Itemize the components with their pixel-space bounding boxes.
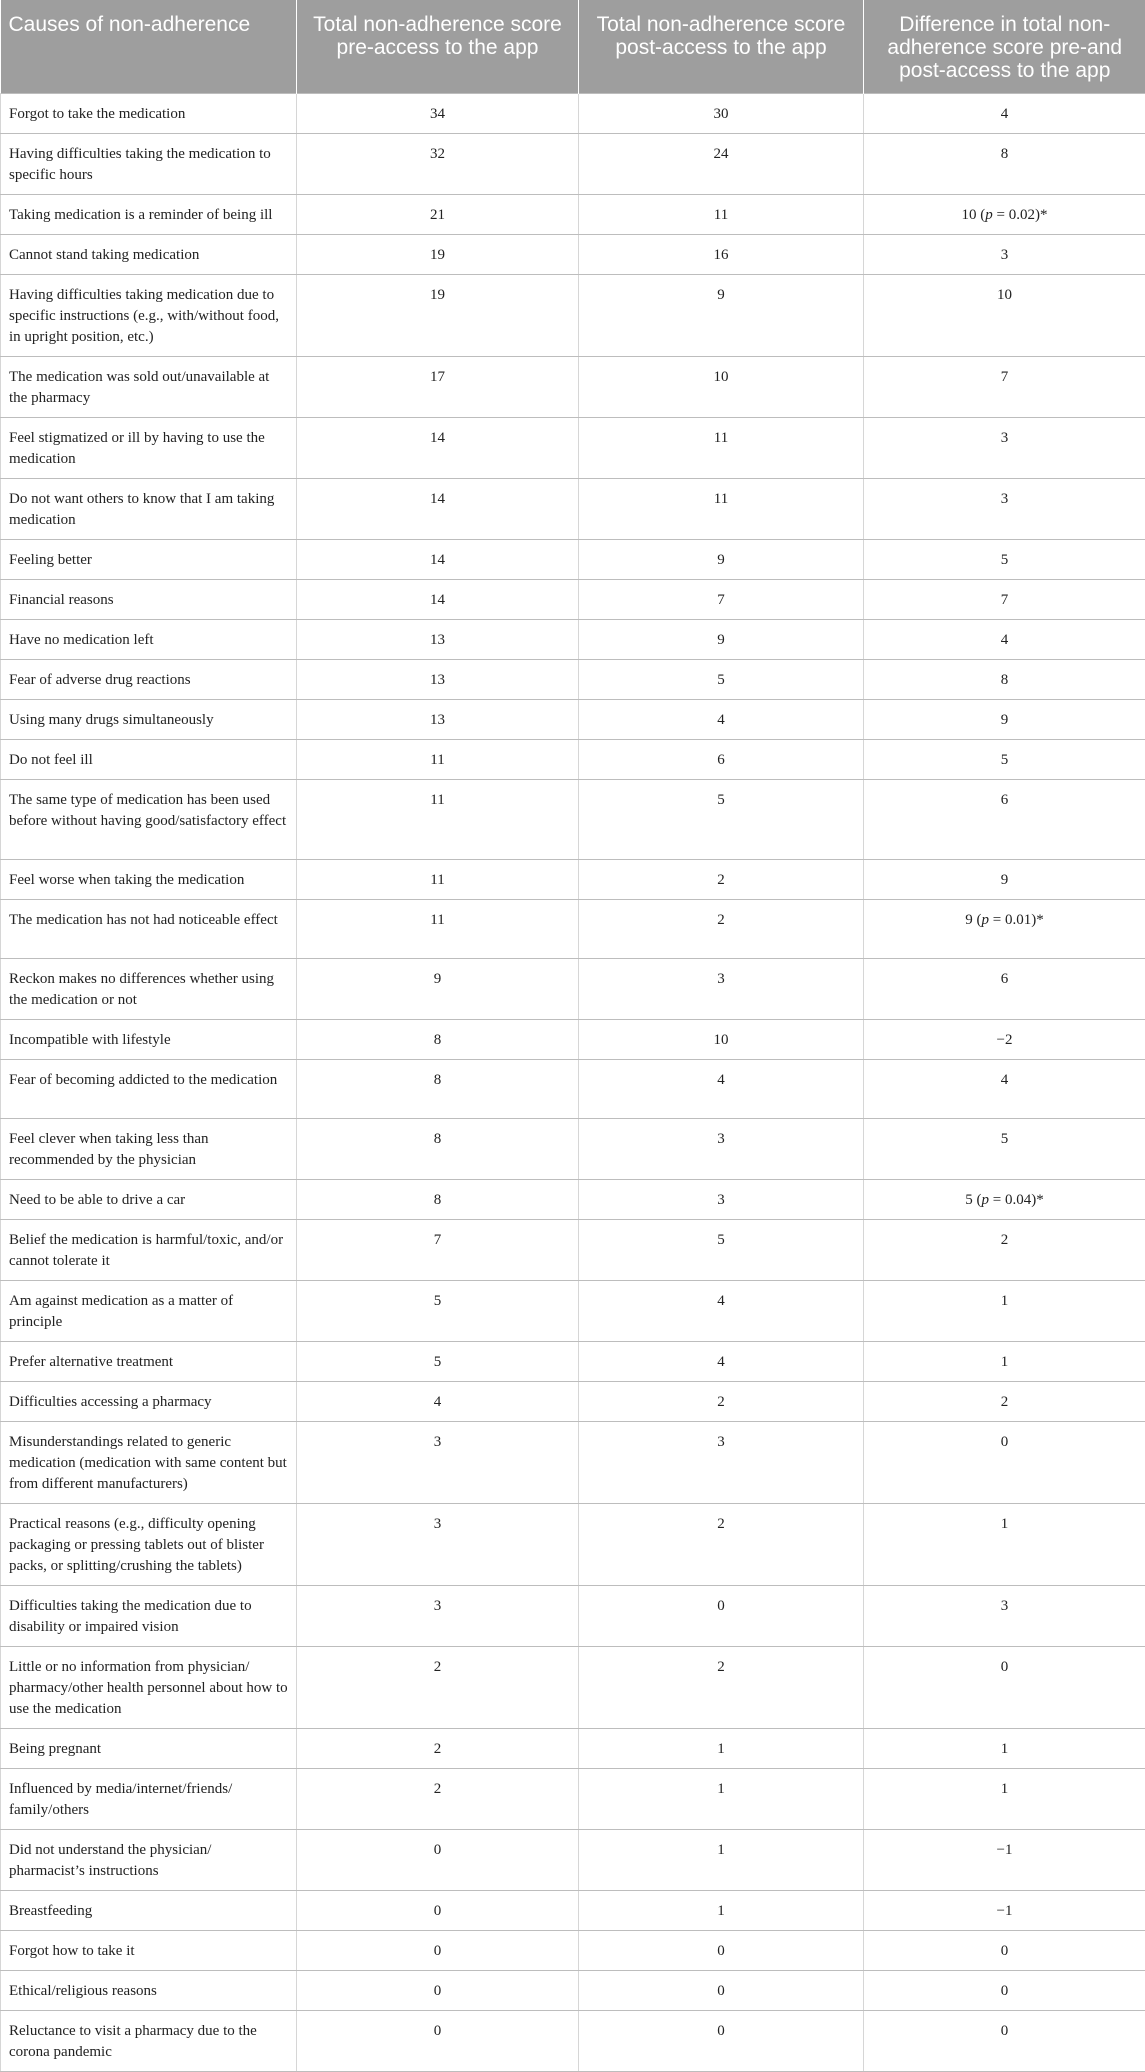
- post-score-cell: 0: [579, 1930, 864, 1970]
- pre-score-cell: 9: [297, 958, 579, 1019]
- post-score-cell: 2: [579, 1646, 864, 1728]
- cause-cell: Belief the medication is harmful/toxic, and/or cannot tolerate it: [1, 1219, 297, 1280]
- table-row: [1, 1381, 1145, 1421]
- pre-score-cell: 3: [297, 1585, 579, 1646]
- p-open-paren: (: [977, 207, 986, 223]
- pre-score-cell: 0: [297, 2010, 579, 2071]
- table-row: [1, 234, 1145, 274]
- difference-cell: 6: [864, 958, 1145, 1019]
- difference-cell: 2: [864, 1381, 1145, 1421]
- difference-cell: −1: [864, 1890, 1145, 1930]
- post-score-cell: 2: [579, 899, 864, 958]
- difference-value: 5: [965, 1192, 973, 1208]
- table-row: [1, 194, 1145, 234]
- pre-score-cell: 14: [297, 417, 579, 478]
- difference-cell: 8: [864, 133, 1145, 194]
- post-score-cell: 30: [579, 93, 864, 133]
- pre-score-cell: 8: [297, 1019, 579, 1059]
- pre-score-cell: 14: [297, 579, 579, 619]
- difference-cell: 5: [864, 739, 1145, 779]
- table-row: [1, 274, 1145, 356]
- cause-cell: Forgot how to take it: [1, 1930, 297, 1970]
- difference-cell: [864, 1179, 1145, 1219]
- post-score-cell: 2: [579, 859, 864, 899]
- table-row: [1, 899, 1145, 958]
- post-score-cell: 4: [579, 699, 864, 739]
- cause-cell: The medication was sold out/unavailable at the pharmacy: [1, 356, 297, 417]
- difference-value: 10: [962, 207, 977, 223]
- cause-cell: Influenced by media/internet/friends/ family/others: [1, 1768, 297, 1829]
- difference-cell: 3: [864, 1585, 1145, 1646]
- difference-cell: 1: [864, 1768, 1145, 1829]
- difference-cell: 1: [864, 1503, 1145, 1585]
- table-row: [1, 1829, 1145, 1890]
- table-row: [1, 1341, 1145, 1381]
- cause-cell: Being pregnant: [1, 1728, 297, 1768]
- table-row: [1, 1728, 1145, 1768]
- cause-cell: Reluctance to visit a pharmacy due to the corona pandemic: [1, 2010, 297, 2071]
- cause-cell: Feel clever when taking less than recommended by the physician: [1, 1118, 297, 1179]
- table-row: [1, 1219, 1145, 1280]
- difference-cell: 0: [864, 1930, 1145, 1970]
- table-row: [1, 1890, 1145, 1930]
- difference-cell: 3: [864, 234, 1145, 274]
- cause-cell: Practical reasons (e.g., difficulty opening packaging or pressing tablets out of blister packs, or splitting/crushing the tablets): [1, 1503, 297, 1585]
- cause-cell: Did not understand the physician/ pharmacist’s instructions: [1, 1829, 297, 1890]
- table-row: [1, 133, 1145, 194]
- header-causes: Causes of non-adherence: [1, 0, 297, 93]
- post-score-cell: 5: [579, 659, 864, 699]
- difference-cell: 5: [864, 1118, 1145, 1179]
- cause-cell: Difficulties accessing a pharmacy: [1, 1381, 297, 1421]
- cause-cell: Breastfeeding: [1, 1890, 297, 1930]
- cause-cell: Having difficulties taking medication due to specific instructions (e.g., with/without food, in upright position, etc.): [1, 274, 297, 356]
- difference-value: 9: [965, 912, 973, 928]
- post-score-cell: 3: [579, 958, 864, 1019]
- cause-cell: Feeling better: [1, 539, 297, 579]
- table-row: [1, 1059, 1145, 1118]
- pre-score-cell: 34: [297, 93, 579, 133]
- table-row: [1, 1768, 1145, 1829]
- post-score-cell: 2: [579, 1381, 864, 1421]
- p-value: = 0.04)*: [989, 1192, 1044, 1208]
- p-value: = 0.02)*: [993, 207, 1048, 223]
- table-row: [1, 699, 1145, 739]
- pre-score-cell: 0: [297, 1890, 579, 1930]
- difference-cell: 6: [864, 779, 1145, 859]
- p-symbol: p: [985, 207, 993, 223]
- table-row: [1, 859, 1145, 899]
- pre-score-cell: 2: [297, 1646, 579, 1728]
- pre-score-cell: 0: [297, 1930, 579, 1970]
- cause-cell: Prefer alternative treatment: [1, 1341, 297, 1381]
- post-score-cell: 1: [579, 1890, 864, 1930]
- pre-score-cell: 11: [297, 859, 579, 899]
- cause-cell: Need to be able to drive a car: [1, 1179, 297, 1219]
- table-row: [1, 739, 1145, 779]
- difference-cell: 1: [864, 1728, 1145, 1768]
- cause-cell: Little or no information from physician/ pharmacy/other health personnel about how to use the medication: [1, 1646, 297, 1728]
- pre-score-cell: 32: [297, 133, 579, 194]
- difference-cell: 4: [864, 619, 1145, 659]
- cause-cell: Have no medication left: [1, 619, 297, 659]
- table-row: [1, 659, 1145, 699]
- cause-cell: The medication has not had noticeable effect: [1, 899, 297, 958]
- pre-score-cell: 0: [297, 1970, 579, 2010]
- pre-score-cell: 11: [297, 779, 579, 859]
- post-score-cell: 11: [579, 417, 864, 478]
- table-row: [1, 356, 1145, 417]
- table-row: [1, 619, 1145, 659]
- cause-cell: The same type of medication has been used before without having good/satisfactory effect: [1, 779, 297, 859]
- difference-cell: 0: [864, 1970, 1145, 2010]
- cause-cell: Fear of adverse drug reactions: [1, 659, 297, 699]
- post-score-cell: 4: [579, 1280, 864, 1341]
- pre-score-cell: 3: [297, 1421, 579, 1503]
- difference-cell: 9: [864, 859, 1145, 899]
- table-row: [1, 1503, 1145, 1585]
- cause-cell: Taking medication is a reminder of being ill: [1, 194, 297, 234]
- difference-cell: 5: [864, 539, 1145, 579]
- table-row: [1, 1118, 1145, 1179]
- pre-score-cell: 2: [297, 1768, 579, 1829]
- cause-cell: Financial reasons: [1, 579, 297, 619]
- p-open-paren: (: [973, 1192, 982, 1208]
- difference-cell: 4: [864, 93, 1145, 133]
- difference-cell: 1: [864, 1341, 1145, 1381]
- header-post-access: Total non-adherence score post-access to the app: [579, 0, 864, 93]
- table-row: [1, 417, 1145, 478]
- post-score-cell: 11: [579, 194, 864, 234]
- table-row: [1, 779, 1145, 859]
- post-score-cell: 3: [579, 1118, 864, 1179]
- pre-score-cell: 11: [297, 899, 579, 958]
- cause-cell: Difficulties taking the medication due to disability or impaired vision: [1, 1585, 297, 1646]
- table-row: [1, 1646, 1145, 1728]
- difference-cell: 9: [864, 699, 1145, 739]
- pre-score-cell: 3: [297, 1503, 579, 1585]
- table-row: [1, 1930, 1145, 1970]
- pre-score-cell: 5: [297, 1280, 579, 1341]
- pre-score-cell: 14: [297, 539, 579, 579]
- table-row: [1, 1421, 1145, 1503]
- table-row: [1, 579, 1145, 619]
- post-score-cell: 1: [579, 1728, 864, 1768]
- pre-score-cell: 8: [297, 1059, 579, 1118]
- difference-cell: 3: [864, 417, 1145, 478]
- cause-cell: Fear of becoming addicted to the medication: [1, 1059, 297, 1118]
- table-row: [1, 1970, 1145, 2010]
- table-row: [1, 2010, 1145, 2071]
- post-score-cell: 5: [579, 1219, 864, 1280]
- header-row: [1, 0, 1145, 93]
- table-row: [1, 1280, 1145, 1341]
- cause-cell: Using many drugs simultaneously: [1, 699, 297, 739]
- post-score-cell: 1: [579, 1829, 864, 1890]
- difference-cell: 7: [864, 579, 1145, 619]
- cause-cell: Feel worse when taking the medication: [1, 859, 297, 899]
- difference-cell: 8: [864, 659, 1145, 699]
- post-score-cell: 5: [579, 779, 864, 859]
- p-value: = 0.01)*: [989, 912, 1044, 928]
- pre-score-cell: 11: [297, 739, 579, 779]
- cause-cell: Do not want others to know that I am taking medication: [1, 478, 297, 539]
- post-score-cell: 4: [579, 1341, 864, 1381]
- cause-cell: Cannot stand taking medication: [1, 234, 297, 274]
- cause-cell: Misunderstandings related to generic medication (medication with same content but from different manufacturers): [1, 1421, 297, 1503]
- pre-score-cell: 19: [297, 274, 579, 356]
- post-score-cell: 16: [579, 234, 864, 274]
- cause-cell: Forgot to take the medication: [1, 93, 297, 133]
- cause-cell: Having difficulties taking the medication to specific hours: [1, 133, 297, 194]
- pre-score-cell: 19: [297, 234, 579, 274]
- difference-cell: −2: [864, 1019, 1145, 1059]
- header-pre-access: Total non-adherence score pre-access to the app: [297, 0, 579, 93]
- post-score-cell: 10: [579, 356, 864, 417]
- post-score-cell: 11: [579, 478, 864, 539]
- post-score-cell: 3: [579, 1179, 864, 1219]
- difference-cell: [864, 899, 1145, 958]
- post-score-cell: 3: [579, 1421, 864, 1503]
- difference-cell: 4: [864, 1059, 1145, 1118]
- table-row: [1, 1585, 1145, 1646]
- cause-cell: Do not feel ill: [1, 739, 297, 779]
- p-open-paren: (: [973, 912, 982, 928]
- post-score-cell: 9: [579, 539, 864, 579]
- pre-score-cell: 8: [297, 1118, 579, 1179]
- pre-score-cell: 4: [297, 1381, 579, 1421]
- pre-score-cell: 8: [297, 1179, 579, 1219]
- difference-cell: 3: [864, 478, 1145, 539]
- post-score-cell: 6: [579, 739, 864, 779]
- post-score-cell: 24: [579, 133, 864, 194]
- pre-score-cell: 13: [297, 659, 579, 699]
- post-score-cell: 10: [579, 1019, 864, 1059]
- post-score-cell: 7: [579, 579, 864, 619]
- pre-score-cell: 5: [297, 1341, 579, 1381]
- post-score-cell: 0: [579, 2010, 864, 2071]
- cause-cell: Am against medication as a matter of principle: [1, 1280, 297, 1341]
- difference-cell: 0: [864, 1421, 1145, 1503]
- difference-cell: [864, 194, 1145, 234]
- post-score-cell: 0: [579, 1970, 864, 2010]
- post-score-cell: 0: [579, 1585, 864, 1646]
- pre-score-cell: 13: [297, 699, 579, 739]
- pre-score-cell: 21: [297, 194, 579, 234]
- p-symbol: p: [982, 1192, 990, 1208]
- pre-score-cell: 0: [297, 1829, 579, 1890]
- table-row: [1, 958, 1145, 1019]
- difference-cell: 0: [864, 2010, 1145, 2071]
- cause-cell: Ethical/religious reasons: [1, 1970, 297, 2010]
- p-symbol: p: [982, 912, 990, 928]
- post-score-cell: 4: [579, 1059, 864, 1118]
- pre-score-cell: 14: [297, 478, 579, 539]
- cause-cell: Incompatible with lifestyle: [1, 1019, 297, 1059]
- difference-cell: 10: [864, 274, 1145, 356]
- post-score-cell: 9: [579, 619, 864, 659]
- difference-cell: −1: [864, 1829, 1145, 1890]
- table-row: [1, 478, 1145, 539]
- pre-score-cell: 13: [297, 619, 579, 659]
- post-score-cell: 9: [579, 274, 864, 356]
- table-row: [1, 1019, 1145, 1059]
- table-row: [1, 539, 1145, 579]
- difference-cell: 1: [864, 1280, 1145, 1341]
- table-row: [1, 1179, 1145, 1219]
- difference-cell: 7: [864, 356, 1145, 417]
- cause-cell: Reckon makes no differences whether using the medication or not: [1, 958, 297, 1019]
- table-row: [1, 93, 1145, 133]
- header-difference: Difference in total non-adherence score pre-and post-access to the app: [864, 0, 1145, 93]
- post-score-cell: 1: [579, 1768, 864, 1829]
- pre-score-cell: 7: [297, 1219, 579, 1280]
- post-score-cell: 2: [579, 1503, 864, 1585]
- pre-score-cell: 17: [297, 356, 579, 417]
- difference-cell: 2: [864, 1219, 1145, 1280]
- difference-cell: 0: [864, 1646, 1145, 1728]
- pre-score-cell: 2: [297, 1728, 579, 1768]
- cause-cell: Feel stigmatized or ill by having to use the medication: [1, 417, 297, 478]
